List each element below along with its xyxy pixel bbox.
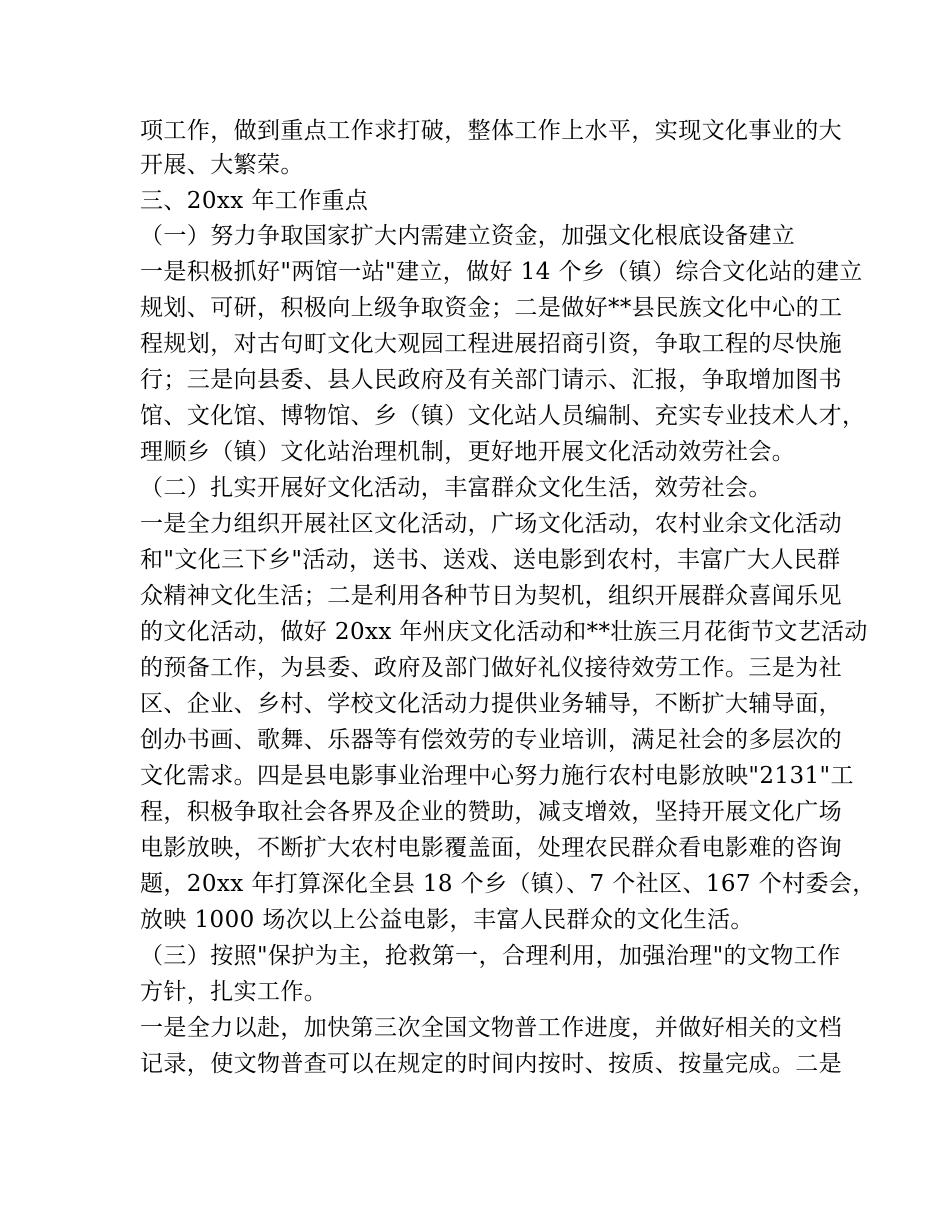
subsection-heading: （二）扎实开展好文化活动，丰富群众文化生活，效劳社会。 xyxy=(140,475,772,501)
text-line: 放映 1000 场次以上公益电影，丰富人民群众的文化生活。 xyxy=(140,907,754,933)
text-line: 题，20xx 年打算深化全县 18 个乡（镇）、7 个社区、167 个村委会， xyxy=(140,871,876,897)
text-line: 文化需求。四是县电影事业治理中心努力施行农村电影放映"2131"工 xyxy=(140,763,854,789)
text-line: 理顺乡（镇）文化站治理机制，更好地开展文化活动效劳社会。 xyxy=(140,439,796,465)
text-line: 行；三是向县委、县人民政府及有关部门请示、汇报，争取增加图书 xyxy=(140,367,842,393)
text-line: 规划、可研，积极向上级争取资金；二是做好**县民族文化中心的工 xyxy=(140,295,843,321)
section-heading: 三、20xx 年工作重点 xyxy=(140,188,369,214)
text-line: 区、企业、乡村、学校文化活动力提供业务辅导，不断扩大辅导面， xyxy=(140,691,842,717)
text-line: 程规划，对古句町文化大观园工程进展招商引资，争取工程的尽快施 xyxy=(140,331,842,357)
subsection-heading: （一）努力争取国家扩大内需建立资金，加强文化根底设备建立 xyxy=(140,223,796,249)
subsection-heading: （三）按照"保护为主，抢救第一，合理利用，加强治理"的文物工作 xyxy=(140,943,841,969)
text-line: 一是积极抓好"两馆一站"建立，做好 14 个乡（镇）综合文化站的建立 xyxy=(140,259,863,285)
text-line: 一是全力以赴，加快第三次全国文物普工作进度，并做好相关的文档 xyxy=(140,1015,842,1041)
text-line: 和"文化三下乡"活动，送书、送戏、送电影到农村，丰富广大人民群 xyxy=(140,547,841,573)
text-line: 记录，使文物普查可以在规定的时间内按时、按质、按量完成。二是 xyxy=(140,1051,842,1077)
text-line: 的预备工作，为县委、政府及部门做好礼仪接待效劳工作。三是为社 xyxy=(140,655,842,681)
text-line: 的文化活动，做好 20xx 年州庆文化活动和**壮族三月花街节文艺活动 xyxy=(140,619,868,645)
text-line: 方针，扎实工作。 xyxy=(140,979,328,1005)
text-line: 创办书画、歌舞、乐器等有偿效劳的专业培训，满足社会的多层次的 xyxy=(140,727,842,753)
text-line: 电影放映，不断扩大农村电影覆盖面，处理农民群众看电影难的咨询 xyxy=(140,835,842,861)
text-line: 程，积极争取社会各界及企业的赞助，减支增效，坚持开展文化广场 xyxy=(140,799,842,825)
text-line: 开展、大繁荣。 xyxy=(140,152,304,178)
text-line: 馆、文化馆、博物馆、乡（镇）文化站人员编制、充实专业技术人才， xyxy=(140,403,866,429)
text-line: 众精神文化生活；二是利用各种节日为契机，组织开展群众喜闻乐见 xyxy=(140,583,842,609)
text-line: 项工作，做到重点工作求打破，整体工作上水平，实现文化事业的大 xyxy=(140,118,842,144)
text-line: 一是全力组织开展社区文化活动，广场文化活动，农村业余文化活动 xyxy=(140,511,842,537)
